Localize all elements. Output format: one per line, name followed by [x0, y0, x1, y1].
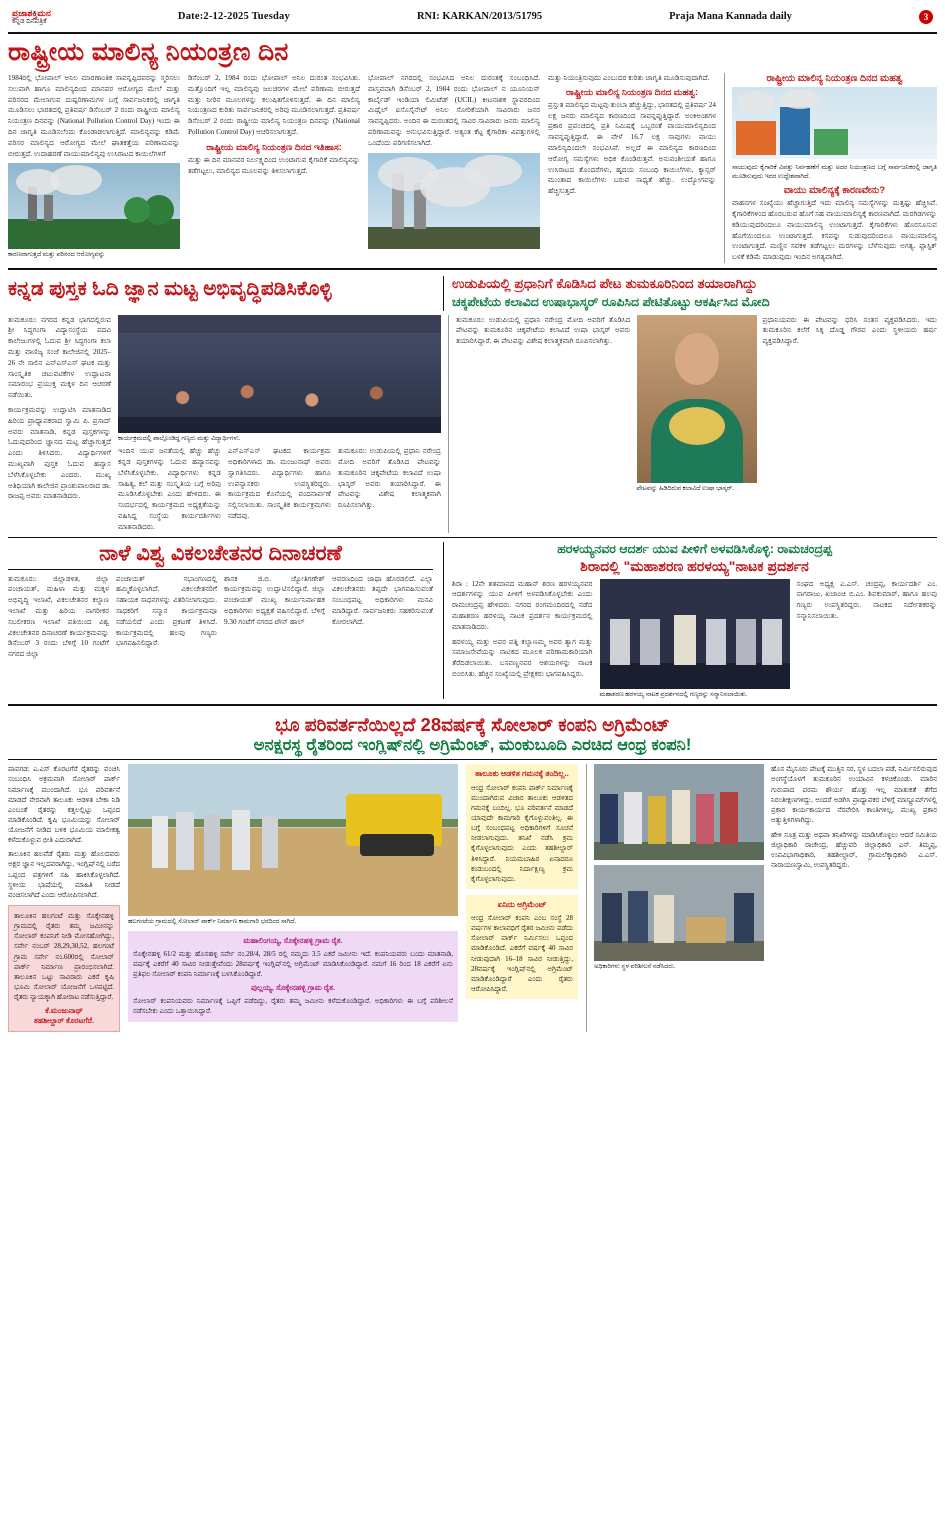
subhead-history: ರಾಷ್ಟ್ರೀಯ ಮಾಲಿನ್ಯ ನಿಯಂತ್ರಣ ದಿನದ ಇತಿಹಾಸ:	[206, 141, 342, 152]
yellow-box-2	[466, 895, 578, 999]
kannada-col4-text: ತುಮಕೂರು: ಉಡುಪಿಯಲ್ಲಿ ಪ್ರಧಾನಿ ನರೇಂದ್ರ ಮೋದಿ ಅವರಿಗೆ ತೊಡಿಸಿದ ಪೇಟವನ್ನು ತುಮಕೂರಿನ ಚಿಕ್ಕಪೇಟೆಯ ಕಲಾವಿದೆ ಉಷಾ ಭಾಸ್ಕರ್ ಅವರು ತಯಾರಿಸಿದ್ದಾರೆ. ಈ ಪೇಟವನ್ನು ವಿಶೇಷ ಕಲಾತ್ಮಕವಾಗಿ ರೂಪಿಸಲಾಗಿತ್ತು.	[338, 447, 441, 510]
violet-box-text: ಸೊಕ್ಕೇನಹಳ್ಳಿ 61/2 ಮತ್ತು ಹೊಸಹಳ್ಳಿ ಸರ್ವೇ ನಂ.28/4, 28/5 ರಲ್ಲಿ ನಮ್ಮದು 3.5 ಎಕರೆ ಜಮೀನು ಇದೆ. ಕಂಪನಿಯವರು ಬಂದು ಮಾತನಾಡಿ, ವರ್ಷಕ್ಕೆ ಎಕರೆಗೆ 40 ಸಾವಿರ ನೀಡುತ್ತೇವೆಂದು 28ವರ್ಷಕ್ಕೆ ಇಂಗ್ಲಿಷ್‌ನಲ್ಲಿ ಅಗ್ರಿಮೆಂಟ್ ಮಾಡಿಸಿಕೊಂಡಿದ್ದಾರೆ. ನಮಗೆ 16 ರಿಂದ 18 ಎಕರೆಗೆ ಏನು ಪ್ರತಿಫಲ ಸೋಲಾರ್ ಕಂಪನಿ ನಿರ್ಮಾಣಕ್ಕೆ ಬಳಸಿಕೊಂಡಿದ್ದಾರೆ.	[133, 949, 453, 979]
subhead-right-2: ವಾಯು ಮಾಲಿನ್ಯಕ್ಕೆ ಕಾರಣವೇನು?	[783, 185, 886, 197]
yellow-box-2-title: ಏನಿದು ಅಗ್ರಿಮೆಂಟ್	[497, 900, 547, 910]
drama-col3: ಸಂಘದ ಅಧ್ಯಕ್ಷ ಎ.ಎಸ್. ಚಂದ್ರಪ್ಪ, ಕಾರ್ಯದರ್ಶಿ ಎಂ. ನಾಗರಾಜು, ಖಜಾಂಚಿ ಬಿ.ಎಂ. ಶಿವಕುಮಾರ್, ಹಾಗೂ ಹಲವು ಗಣ್ಯರು ಉಪಸ್ಥಿತರಿದ್ದರು. ನಾಟಕದ ನಿರ್ದೇಶಕರನ್ನು ಸನ್ಮಾನಿಸಲಾಯಿತು.	[796, 579, 937, 620]
kannada-col-1	[8, 315, 111, 533]
yellow-box-1	[466, 764, 578, 889]
yellow-box-1-title: ತಾಲೂಕು ಆಡಳಿತ ಗಮನಕ್ಕೆ ತಂದಿಲ್ಲ..	[475, 769, 569, 779]
caption-peta-photo: ಪೇಟವನ್ನು ಹಿಡಿದಿರುವ ಕಲಾವಿದೆ ಉಷಾ ಭಾಸ್ಕರ್.	[636, 484, 734, 492]
pink-quote-box	[8, 905, 120, 1032]
pollution-col2-text: ಡಿಸೆಂಬರ್ 2, 1984 ರಂದು ಭೋಪಾಲ್ ಅನಿಲ ದುರಂತ ಸಂಭವಿಸಿತು. ಮತ್ತೊಂದಿಗೆ ಇಲ್ಲ ಮಾಲಿನ್ಯವು ಜಲಚರಗಳ ಮೇಲೆ ಪರಿಣಾಮ ಬೀರುತ್ತದೆ ಮತ್ತು ನೀರಿನ ಮೂಲಗಳನ್ನು ಕಲುಷಿತಗೊಳಿಸುತ್ತದೆ. ಈ ದಿನ ಮಾಲಿನ್ಯ ನಿಯಂತ್ರಣದ ಕುರಿತು ಸಾರ್ವಜನಿಕರಲ್ಲಿ ಅರಿವು ಮೂಡಿಸಲಾಗುತ್ತದೆ. ಪ್ರತಿವರ್ಷ ಡಿಸೆಂಬರ್ 2 ರಂದು ರಾಷ್ಟ್ರೀಯ ಮಾಲಿನ್ಯ ನಿಯಂತ್ರಣ ದಿನವನ್ನು (National Pollution Control Day) ಆಚರಿಸಲಾಗುತ್ತದೆ.	[188, 74, 360, 136]
solar-col-left	[8, 764, 120, 1032]
photo-officials-inspection	[594, 865, 764, 961]
solar-right-col	[586, 764, 937, 1032]
photo-industrial-illustration	[732, 87, 937, 159]
disabled-col3: ಶಾಸಕ ಜಿ.ಬಿ. ಜ್ಯೋತಿಗಣೇಶ್ ಕಾರ್ಯಕ್ರಮವನ್ನು ಉದ್ಘಾಟಿಸಲಿದ್ದಾರೆ. ಜಿಲ್ಲಾ ಪಂಚಾಯತ್ ಮುಖ್ಯ ಕಾರ್ಯನಿರ್ವಾಹಕ ಅಧಿಕಾರಿಗಳು ಅಧ್ಯಕ್ಷತೆ ವಹಿಸಲಿದ್ದಾರೆ. ಬೆಳಿಗ್ಗೆ 9.30 ಗಂಟೆಗೆ ನಗರದ ಟೌನ್ ಹಾಲ್	[224, 574, 325, 626]
pollution-col1-text: 1984ರಲ್ಲಿ ಭೋಪಾಲ್ ಅನಿಲ ಮಾರಣಾಂತಿಕ ಸಾವನ್ನಪ್ಪಿದವರನ್ನು ಸ್ಮರಿಸಲು ಸಲುವಾಗಿ ಹಾಗೂ ಮಾಲಿನ್ಯದಿಂದ ಮಾನವರ ಆರೋಗ್ಯದ ಮೇಲೆ ಮತ್ತು ಪರಿಸರದ ಮೇಲಾಗುವ ದುಷ್ಪರಿಣಾಮಗಳ ಬಗ್ಗೆ ಸಾರ್ವಜನಿಕರಲ್ಲಿ ಜಾಗೃತಿ ಮೂಡಿಸಲು ಭಾರತದಲ್ಲಿ ಪ್ರತಿವರ್ಷ ಡಿಸೆಂಬರ್ 2 ರಂದು ರಾಷ್ಟ್ರೀಯ ಮಾಲಿನ್ಯ ನಿಯಂತ್ರಣ ದಿನವನ್ನು (National Pollution Control Day) ಇಂದು ಈ ದಿನ ಜಾಗೃತಿ ಮೂಡಿಸಲೆಂದು ಕೊಂಡಾಡಲಾಗುತ್ತಿದೆ. ಮಾಲಿನ್ಯವನ್ನು ಕಡಿಮೆ ಪರಿಸರ ಮಾಲಿನ್ಯದ ಆರೋಗ್ಯದ ಮೇಲೆ ಘಾತಕತ್ತೆಯ ಪರಿಣಾಮವನ್ನು ಬೀರುತ್ತದೆ. ಉದಾಹರಣೆ ವಾಯುಮಾಲಿನ್ಯವು ಉಸಿರಾಟದ ಕಾಯಿಲೆಗಳಿಗೆ	[8, 74, 180, 158]
pink-box-sign-2: ತಹಶೀಲ್ದಾರ್ ಕೊರಟಗೆರೆ.	[33, 1016, 95, 1026]
kannada-col3-text: ಎನ್ಎಸ್ಎಸ್ ಘಟಕದ ಕಾರ್ಯಕ್ರಮ ಅಧಿಕಾರಿಗಳಾದ ಡಾ. ಮಂಜುನಾಥ್ ಅವರು ಸ್ವಾಗತಿಸಿದರು. ವಿದ್ಯಾರ್ಥಿಗಳು ಹಾಗೂ ಉಪನ್ಯಾಸಕರು ಉಪಸ್ಥಿತರಿದ್ದರು. ಕಾರ್ಯಕ್ರಮದ ಕೊನೆಯಲ್ಲಿ ವಂದನಾರ್ಪಣೆ ಸಲ್ಲಿಸಲಾಯಿತು. ಸಾಂಸ್ಕೃತಿಕ ಕಾರ್ಯಕ್ರಮಗಳು ನಡೆದವು.	[228, 447, 331, 520]
pollution-right-rail	[724, 73, 937, 263]
publication-date: Date:2-12-2025 Tuesday	[177, 11, 290, 22]
headline-solar-l1: ಭೂ ಪರಿವರ್ತನೆಯಿಲ್ಲದೆ 28ವರ್ಷಕ್ಕೆ ಸೋಲಾರ್ ಕಂಪನಿ ಅಗ್ರಿಮೆಂಟ್	[275, 714, 670, 736]
pollution-col2-caption: ಮತ್ತು ಈ ದಿನ ಮಾನವರ ನಿರ್ಲಕ್ಷ್ಯದಿಂದ ಉಂಟಾಗುವ ಕೈಗಾರಿಕೆ ಮಾಲಿನ್ಯವನ್ನು ತಡೆಗಟ್ಟಲು, ಮಾಲಿನ್ಯದ ಮೂಲವನ್ನು ತಿಳಿಸಲಾಗುತ್ತದೆ.	[188, 155, 360, 175]
page-number: 3	[919, 10, 933, 24]
kannada-col1b-text: ಕಾರ್ಯಕ್ರಮವನ್ನು ಉದ್ಘಾಟಿಸಿ ಮಾತನಾಡಿದ ಹಿರಿಯ ಪ್ರಾಧ್ಯಾಪಕರಾದ ಸ್ವಾಮಿ ಪಿ. ಪ್ರಸಾದ್ ಅವರು ಮಾತನಾಡಿ, ಕನ್ನಡ ಪುಸ್ತಕಗಳನ್ನು ಓದುವುದರಿಂದ ಜ್ಞಾನದ ಮಟ್ಟ ಹೆಚ್ಚಾಗುತ್ತದೆ ಎಂದು ತಿಳಿಸಿದರು. ವಿದ್ಯಾರ್ಥಿಗಳಿಗೆ ಮುಖ್ಯವಾಗಿ ಪುಸ್ತಕ ಓದುವ ಹವ್ಯಾಸ ಬೆಳೆಸಿಕೊಳ್ಳಬೇಕು ಎಂದರು. ಮುಖ್ಯ ಅತಿಥಿಯಾಗಿ ಕಾಲೇಜಿನ ಪ್ರಾಂಶುಪಾಲರಾದ ಡಾ. ರಾಜಪ್ಪ ಅವರು ಮಾತನಾಡಿದರು.	[8, 405, 111, 501]
headline-udupi-peta-l2: ಚಕ್ಕಪೇಟೆಯ ಕಲಾವಿದ ಉಷಾಭಾಸ್ಕರ್ ರೂಪಿಸಿದ ಪೇಟಿತೊಟ್ಟು ಆಕರ್ಷಿಸಿದ ಮೋದಿ	[452, 294, 770, 309]
pollution-col3-text: ಭೋಪಾಲ್ ನಗರದಲ್ಲಿ ಸಂಭವಿಸಿದ ಅನಿಲ ದುರಂತಕ್ಕೆ ಸಂಬಂಧಿಸಿದೆ. ವಾಸ್ತವವಾಗಿ ಡಿಸೆಂಬರ್ 2, 1984 ರಂದು ಭೋಪಾಲ್ ನ ಯೂನಿಯನ್ ಕಾರ್ಬೈಡ್ ಇಂಡಿಯಾ ಲಿಮಿಟೆಡ್ (UCIL) ಕೀಟನಾಶಕ ಸ್ಥಾವರದಿಂದ ಮಿಥೈಲ್ ಐಸೊಸೈನೇಟ್ ಅನಿಲ ಸೋರಿಕೆಯಾಗಿ ಸಾವಿರಾರು ಜನರ ಸಾವನ್ನಪ್ಪಿದರು. ಅಂದಿನ ಈ ದುರಂತದಲ್ಲಿ ಸಾವಿರ ಸಾವಿರಾರು ಜನರು ಮಾಲಿನ್ಯ ಪರಿಣಾಮವನ್ನು ಅನುಭವಿಸುತ್ತಿದ್ದಾರೆ. ಅತ್ಯಂತ ಕೆಟ್ಟ ಕೈಗಾರಿಕಾ ವಿಪತ್ತುಗಳಲ್ಲಿ ಒಂದೆಂದು ಪರಿಗಣಿಸಲಾಗಿದೆ.	[368, 74, 540, 147]
peta-text-col	[448, 315, 937, 533]
yellow-box-1-text: ಆಂಧ್ರ ಸೋಲಾರ್ ಕಂಪನಿ ಪಾರ್ಕ್ ನಿರ್ಮಾಣಕ್ಕೆ ಮುಂದಾಗಿರುವ ವಿಚಾರ ತಾಲೂಕು ಆಡಳಿತದ ಗಮನಕ್ಕೆ ಬಂದಿಲ್ಲ. ಭೂ ಪರಿವರ್ತನೆ ಮಾಡದೆ ಯಾವುದೇ ಕಾಮಗಾರಿ ಕೈಗೊಳ್ಳುವಂತಿಲ್ಲ. ಈ ಬಗ್ಗೆ ಸಂಬಂಧಪಟ್ಟ ಅಧಿಕಾರಿಗಳಿಗೆ ಸೂಚನೆ ನೀಡಲಾಗುವುದು. ತನಿಖೆ ನಡೆಸಿ ಕ್ರಮ ಕೈಗೊಳ್ಳಲಾಗುವುದು ಎಂದು ತಹಶೀಲ್ದಾರ್ ತಿಳಿಸಿದ್ದಾರೆ. ನಿಯಮಬಾಹಿರ ಏನಾದರೂ ಕಂಡುಬಂದಲ್ಲಿ ನಿರ್ದಾಕ್ಷಿಣ್ಯ ಕ್ರಮ ಕೈಗೊಳ್ಳಲಾಗುವುದು.	[471, 783, 573, 883]
peta-col3-text: ಪ್ರಧಾನಿಯವರು ಈ ಪೇಟವನ್ನು ಧರಿಸಿ ಸಂತಸ ವ್ಯಕ್ತಪಡಿಸಿದರು. ಇದು ತುಮಕೂರಿನ ಕಲೆಗೆ ಸಿಕ್ಕ ದೊಡ್ಡ ಗೌರವ ಎಂದು ಸ್ಥಳೀಯರು ಹರ್ಷ ವ್ಯಕ್ತಪಡಿಸಿದ್ದಾರೆ.	[762, 315, 937, 346]
solar-center	[128, 764, 458, 1032]
violet-box-text-2: ಸೋಲಾರ್ ಕಂಪನಿಯವರು ನಿರ್ಮಾಣಕ್ಕೆ ಒಪ್ಪಿಗೆ ಪಡೆದಿದ್ದು, ರೈತರು ತಮ್ಮ ಜಮೀನು ಕಳೆದುಕೊಂಡಿದ್ದಾರೆ. ಅಧಿಕಾರಿಗಳು ಈ ಬಗ್ಗೆ ಪರಿಶೀಲನೆ ನಡೆಸಬೇಕು ಎಂದು ಒತ್ತಾಯಿಸಿದ್ದಾರೆ.	[133, 997, 453, 1016]
solar-right-text-2: ಹೇಳಿ ಸೂತ್ರ ಮತ್ತು ಅಥವಾ ತನಿಖೆಗಳನ್ನು ಮಾಡಿಸಿಕೊಳ್ಳಲು ಆದರೆ ಸಮಿತಿಯ ಜಿಲ್ಲಾಧಿಕಾರಿ ರಾಜೇಂದ್ರ, ಹೆಚ್ಚುವರಿ ಜಿಲ್ಲಾಧಿಕಾರಿ ಎನ್. ತಿಮ್ಮಪ್ಪ, ಉಪವಿಭಾಗಾಧಿಕಾರಿ, ತಹಶೀಲ್ದಾರ್, ಗ್ರಾಮಲೆಕ್ಕಾಧಿಕಾರಿ ಎ.ಎಸ್. ನಾರಾಯಣಸ್ವಾಮಿ, ಉಪಸ್ಥಿತರಿದ್ದರು.	[771, 831, 937, 870]
rni-number: RNI: KARKAN/2013/51795	[416, 11, 543, 22]
headline-kannada-book: ಕನ್ನಡ ಪುಸ್ತಕ ಓದಿ ಜ್ಞಾನ ಮಟ್ಟ ಅಭಿವೃದ್ಧಿಪಡಿಸಿಕೊಳ್ಳಿ	[8, 278, 332, 301]
photo-pollution-city	[8, 163, 180, 249]
solar-left-text: ಪಾವಗಡ: ಎ.ಎಸ್ ಕೊರಟಗೆರೆ ರೈತರನ್ನು ವಂಚಿಸಿ ಸಂಬಂಧಿಸಿ ಅಕ್ರಮವಾಗಿ ಸೋಲಾರ್ ಪಾರ್ಕ್ ನಿರ್ಮಾಣಕ್ಕೆ ಮುಂದಾಗಿದೆ. ಭೂ ಪರಿವರ್ತನೆ ಮಾಡದೆ ನೇರವಾಗಿ ತಾಲೂಕು ಆಡಳಿತ ಬೇಕಾ ನಿಡಿ ಎಂಬಂತೆ ರೈತರನ್ನು ಕತ್ತಲಲ್ಲಿಟ್ಟು ಒಪ್ಪಂದ ಮಾಡಿಕೊಂಡಿದೆ. ಕೃಷಿ ಭೂಮಿಯನ್ನು ಸೋಲಾರ್ ಯೋಜನೆಗೆ ನೀಡಿದ ಬಳಿಕ ಭೂಮಿಯ ಮಾಲೀಕತ್ವ ಕಳೆದುಕೊಳ್ಳುವ ಭೀತಿ ಎದುರಾಗಿದೆ.	[8, 765, 120, 845]
subhead-importance: ರಾಷ್ಟ್ರೀಯ ಮಾಲಿನ್ಯ ನಿಯಂತ್ರಣ ದಿನದ ಮಹತ್ವ:	[566, 86, 698, 97]
section-harilayya-drama	[443, 542, 937, 700]
pollution-col-4	[548, 73, 716, 263]
yellow-box-2-text: ಆಂಧ್ರ ಸೋಲಾರ್ ಕಂಪನಿ ಎಂಬ ಸಂಸ್ಥೆ 28 ವರ್ಷಗಳ ಕಾಲಾವಧಿಗೆ ರೈತರ ಜಮೀನು ಪಡೆದು ಸೋಲಾರ್ ಪಾರ್ಕ್ ನಿರ್ಮಿಸಲು ಒಪ್ಪಂದ ಮಾಡಿಕೊಂಡಿದೆ. ಎಕರೆಗೆ ವರ್ಷಕ್ಕೆ 40 ಸಾವಿರ ನೀಡುವುದಾಗಿ 16–18 ಸಾವಿರ ನೀಡುತ್ತಿದ್ದು, 28ವರ್ಷಕ್ಕೆ ಇಂಗ್ಲಿಷ್‌ನಲ್ಲಿ ಅಗ್ರಿಮೆಂಟ್ ಮಾಡಿಕೊಂಡಿದ್ದಾರೆ ಎಂದು ರೈತರು ಆರೋಪಿಸಿದ್ದಾರೆ.	[471, 914, 573, 993]
pollution-col-1	[8, 73, 180, 263]
disabled-col4: ಆವರಣದಿಂದ ಜಾಥಾ ಹೊರಡಲಿದೆ. ಎಲ್ಲಾ ವಿಕಲಚೇತನರು ತಪ್ಪದೇ ಭಾಗವಹಿಸುವಂತೆ ಸಂಬಂಧಪಟ್ಟ ಅಧಿಕಾರಿಗಳು ಮನವಿ ಮಾಡಿದ್ದಾರೆ. ಸಾರ್ವಜನಿಕರು ಸಹಕರಿಸುವಂತೆ ಕೋರಲಾಗಿದೆ.	[332, 574, 433, 626]
caption-drama-photo: ಮಹಾಶರಣ ಹರಳಯ್ಯ ನಾಟಕ ಪ್ರದರ್ಶನದಲ್ಲಿ ಗಣ್ಯರನ್ನು ಸನ್ಮಾನಿಸಲಾಯಿತು.	[599, 690, 748, 698]
section-kannada-book	[8, 276, 937, 533]
drama-col1: ಶಿರಾ : 12ನೇ ಶತಮಾನದ ಮಹಾನ್ ಶರಣ ಹರಳಯ್ಯನವರ ಆದರ್ಶಗಳನ್ನು ಯುವ ಪೀಳಿಗೆ ಅಳವಡಿಸಿಕೊಳ್ಳಬೇಕು ಎಂದು ರಾಮಚಂದ್ರಪ್ಪ ಹೇಳಿದರು. ನಗರದ ರಂಗಮಂದಿರದಲ್ಲಿ ನಡೆದ ಮಹಾಶರಣ ಹರಳಯ್ಯ ನಾಟಕ ಪ್ರದರ್ಶನ ಕಾರ್ಯಕ್ರಮದಲ್ಲಿ ಮಾತನಾಡಿದರು.	[452, 579, 593, 631]
pollution-col4b-text: ಪ್ರಸ್ತುತ ಮಾಲಿನ್ಯದ ಮಟ್ಟವು ತುಂಬಾ ಹೆಚ್ಚುತ್ತಿದ್ದು, ಭಾರತದಲ್ಲಿ ಪ್ರತಿವರ್ಷ 24 ಲಕ್ಷ ಜನರು ಮಾಲಿನ್ಯದ ಕಾರಣದಿಂದ ಸಾವನ್ನಪ್ಪುತ್ತಿದ್ದಾರೆ. ಅಂಕಿಅಂಶಗಳ ಪ್ರಕಾರ ಪ್ರಪಂಚದಲ್ಲಿ ಪ್ರತಿ ನಿಮಿಷಕ್ಕೆ ಒಬ್ಬರಂತೆ ವಾಯುಮಾಲಿನ್ಯದಿಂದ ಸಾವನ್ನಪ್ಪುತ್ತಿದ್ದಾರೆ. ಈ ವೇಳೆ 16.7 ಲಕ್ಷ ಸಾವುಗಳು ವಾಯು ಮಾಲಿನ್ಯದಿಂದಲೇ ಸಂಭವಿಸಿವೆ. ಅಲ್ಲದೆ ಈ ಮಾಲಿನ್ಯದ ಕಾರಣದಿಂದ ಆರೋಗ್ಯ ಸಮಸ್ಯೆಗಳು ಅಧಿಕ ಕೊಂಡಿರುತ್ತವೆ. ಅನುವಂಶೀಯತೆ ಹಾಗೂ ಉಸಿರಾಟದ ತೊಂದರೆಗಳು, ಹೃದಯ ಸಂಬಂಧಿ ಕಾಯಿಲೆಗಳು, ಕ್ಯಾನ್ಸರ್ ಮುಂತಾದ ಕಾಯಿಲೆಗಳು ಬರುವ ಸಾಧ್ಯತೆ ಹೆಚ್ಚು. ಉದ್ಯೋಗವನ್ನು ಹೆಚ್ಚಿಸುತ್ತದೆ.	[548, 100, 716, 196]
caption-right-photo: ಸಾಯುವುದು ಕೈಗಾರಿಕೆ ವಿಪತ್ತು ನಿರ್ವಹಣೆಗೆ ಮತ್ತು ಅದರ ನಿಯಂತ್ರಣದ ಬಗ್ಗೆ ಸಾರ್ವಜನಿಕರಲ್ಲಿ ಜಾಗೃತಿ ಮೂಡಿಸುವುದು ಇದರ ಉದ್ದೇಶವಾಗಿದೆ.	[732, 164, 937, 180]
pollution-col-2	[188, 73, 360, 263]
photo-artist-with-peta	[637, 315, 757, 483]
caption-kannada-photo: ಕಾರ್ಯಕ್ರಮದಲ್ಲಿ ಪಾಲ್ಗೊಂಡಿದ್ದ ಗಣ್ಯರು ಮತ್ತು ವಿದ್ಯಾರ್ಥಿಗಳು.	[118, 434, 241, 442]
headline-disabled-day: ನಾಳೆ ವಿಶ್ವ ವಿಕಲಚೇತನರ ದಿನಾಚರಣೆ	[99, 541, 342, 565]
subhead-right-1: ರಾಷ್ಟ್ರೀಯ ಮಾಲಿನ್ಯ ನಿಯಂತ್ರಣ ದಿನದ ಮಹತ್ವ	[766, 73, 903, 84]
headline-drama-l1: ಹರಳಯ್ಯನವರ ಆದರ್ಶ ಯುವ ಪೀಳಿಗೆ ಅಳವಡಿಸಿಕೊಳ್ಳಿ: ರಾಮಚಂದ್ರಪ್ಪ	[557, 541, 832, 556]
pink-box-sign-1: ಕೆ.ಮಂಜುನಾಥ್	[45, 1006, 83, 1016]
kannada-col2-text: ಇಂದಿನ ಯುವ ಜನತೆಯಲ್ಲಿ ಹೆಚ್ಚು ಹೆಚ್ಚು ಕನ್ನಡ ಪುಸ್ತಕಗಳನ್ನು ಓದುವ ಹವ್ಯಾಸವನ್ನು ಬೆಳೆಸಿಕೊಳ್ಳಬೇಕು. ವಿದ್ಯಾರ್ಥಿಗಳು ಕನ್ನಡ ಸಾಹಿತ್ಯ, ಕಲೆ ಮತ್ತು ಸಂಸ್ಕೃತಿಯ ಬಗ್ಗೆ ಅರಿವು ಮೂಡಿಸಿಕೊಳ್ಳಬೇಕು ಎಂದು ಹೇಳಿದರು. ಈ ಸಂದರ್ಭದಲ್ಲಿ ಕಾರ್ಯಕ್ರಮದ ಅಧ್ಯಕ್ಷತೆಯನ್ನು ವಹಿಸಿದ್ದ ಸಂಸ್ಥೆಯ ಕಾರ್ಯದರ್ಶಿಗಳು ಮಾತನಾಡಿದರು.	[118, 447, 221, 531]
kannada-photo-block	[118, 315, 441, 533]
photo-smokestacks	[368, 153, 540, 249]
logo-subtitle: ಕನ್ನಡ ದಿನಪತ್ರಿಕೆ	[12, 16, 47, 25]
headline-solar-l2: ಅನಕ್ಷರಸ್ಥ ರೈತರಿಂದ ಇಂಗ್ಲಿಷ್‌ನಲ್ಲಿ ಅಗ್ರಿಮೆಂಟ್, ಮಂಕುಬೂದಿ ಎರಚಿದ ಆಂಧ್ರ ಕಂಪನಿ!	[253, 736, 692, 755]
solar-yellow-col	[466, 764, 578, 1032]
pollution-right-text: ವಾಹನಗಳ ಸಂಖ್ಯೆಯು ಹೆಚ್ಚಾಗುತ್ತಿದೆ ಇದು ಮಾಲಿನ್ಯ ಸಮಸ್ಯೆಗಳನ್ನು ಮತ್ತಷ್ಟು ಹೆಚ್ಚಿಸಿವೆ. ಕೈಗಾರಿಕೆಗಳಿಂದ ಹೊರಬರುವ ಹೊಗೆ ಸಹ ವಾಯುಮಾಲಿನ್ಯಕ್ಕೆ ಕಾರಣವಾಗಿದೆ. ಮರಗಿಡಗಳನ್ನು ಕಡಿಯುವುದರಿಂದಲೂ ವಾಯುಮಾಲಿನ್ಯ ಉಂಟಾಗುತ್ತದೆ. ಕೈಗಾರಿಕೆಗಳು ಹೊರಸೂಸುವ ಹೊಗೆಯಿಂದಲೂ ಉಂಟಾಗುತ್ತದೆ. ಕಸವನ್ನು ಸುಡುವುದರಿಂದಲೂ ವಾಯುಮಾಲಿನ್ಯ ಉಂಟಾಗುತ್ತದೆ. ಮಣ್ಣಿನ ಸವಕಳಿ ತಡೆಗಟ್ಟಲು ಮರಗಳನ್ನು ಬೆಳೆಸುವುದು ಅಗತ್ಯ. ಪ್ಲಾಸ್ಟಿಕ್ ಬಳಕೆ ಕಡಿಮೆ ಮಾಡುವುದು ಇಂದಿನ ಅಗತ್ಯವಾಗಿದೆ.	[732, 199, 937, 262]
drama-col1b: ಹರಳಯ್ಯ ಮತ್ತು ಅವರ ಪತ್ನಿ ಕಲ್ಯಾಣಮ್ಮ ಅವರ ತ್ಯಾಗ ಮತ್ತು ಸಮಾಜಸೇವೆಯನ್ನು ನಾಟಕದ ಮೂಲಕ ಪರಿಣಾಮಕಾರಿಯಾಗಿ ತೆರೆದಿಡಲಾಯಿತು. ಬಸವಣ್ಣನವರ ಆಶಯಗಳನ್ನು ನಾಟಕ ಬಿಂಬಿಸಿತು. ಹೆಚ್ಚಿನ ಸಂಖ್ಯೆಯಲ್ಲಿ ಪ್ರೇಕ್ಷಕರು ಭಾಗವಹಿಸಿದ್ದರು.	[452, 637, 593, 678]
disabled-col2: ಪಂಚಾಯತ್ ಸಭಾಂಗಣದಲ್ಲಿ ಹಮ್ಮಿಕೊಳ್ಳಲಾಗಿದೆ. ವಿಕಲಚೇತನರಿಗೆ ಸಹಾಯಕ ಸಾಧನಗಳನ್ನು ವಿತರಿಸಲಾಗುವುದು. ಸಾಧಕರಿಗೆ ಸನ್ಮಾನ ಕಾರ್ಯಕ್ರಮವೂ ನಡೆಯಲಿದೆ ಎಂದು ಪ್ರಕಟಣೆ ತಿಳಿಸಿದೆ. ಕಾರ್ಯಕ್ರಮದಲ್ಲಿ ಹಲವು ಗಣ್ಯರು ಭಾಗವಹಿಸಲಿದ್ದಾರೆ.	[116, 574, 217, 648]
paper-name: Praja Mana Kannada daily	[669, 11, 792, 22]
section-solar-agreement	[8, 710, 937, 1032]
photo-solar-site	[128, 764, 458, 916]
section-disabled-day	[8, 542, 433, 700]
caption-solar-photo: ಹಲಗಂಟೆಯ ಗ್ರಾಮದಲ್ಲಿ ಸೋಲಾರ್ ಪಾರ್ಕ್ ನಿರ್ಮಾಣ ಕಾಮಗಾರಿ ಭರದಿಂದ ಸಾಗಿದೆ.	[128, 918, 297, 926]
headline-udupi-peta-l1: ಉಡುಪಿಯಲ್ಲಿ ಪ್ರಧಾನಿಗೆ ಕೊಡಿಸಿದ ಪೇಟ ತುಮಕೂರಿನಿಂದ ತಯಾರಾಗಿದ್ದು	[452, 276, 758, 292]
kannada-col1-text: ತುಮಕೂರು: ನಗರದ ಕನ್ನಡ ಭಾಗದಲ್ಲಿರುವ ಶ್ರೀ ಸಿದ್ಧಗಂಗಾ ವಿದ್ಯಾಸಂಸ್ಥೆಯ ಪದವಿ ಕಾಲೇಜುಗಳಲ್ಲಿ ಓದುವ ಶ್ರೀ ಸಿದ್ಧಗಂಗಾ ಕಲಾ ಮತ್ತು ವಾಣಿಜ್ಯ ಸಂಜೆ ಕಾಲೇಜಿನಲ್ಲಿ 2025– 26 ನೇ ಸಾಲಿನ ಎನ್ಎಸ್ಎಸ್ ಘಟಕ ಮತ್ತು ಸಾಂಸ್ಕೃತಿಕ ಚಟುವಟಿಕೆಗಳ ಉದ್ಘಾಟನಾ ಸಮಾರಂಭ ಪ್ರಯುಕ್ತ ಮಕ್ಕಳ ದಿನ ಆಚರಣೆ ನಡೆಯಿತು.	[8, 315, 111, 400]
section-pollution-day	[8, 34, 937, 263]
violet-quote-box	[128, 931, 458, 1022]
logo-title: ಪ್ರಜಾಶಕ್ತಿಮನ	[12, 7, 51, 18]
peta-col1-text: ತುಮಕೂರು: ಉಡುಪಿಯಲ್ಲಿ ಪ್ರಧಾನಿ ನರೇಂದ್ರ ಮೋದಿ ಅವರಿಗೆ ತೊಡಿಸಿದ ಪೇಟವನ್ನು ತುಮಕೂರಿನ ಚಿಕ್ಕಪೇಟೆಯ ಕಲಾವಿದೆ ಉಷಾ ಭಾಸ್ಕರ್ ಅವರು ತಯಾರಿಸಿದ್ದಾರೆ. ಈ ಪೇಟವನ್ನು ವಿಶೇಷ ಕಲಾತ್ಮಕವಾಗಿ ರೂಪಿಸಲಾಗಿತ್ತು.	[456, 315, 631, 346]
headline-pollution-day: ರಾಷ್ಟ್ರೀಯ ಮಾಲಿನ್ಯ ನಿಯಂತ್ರಣ ದಿನ	[8, 38, 289, 66]
solar-left-text-2: ತಾಲೂಕಿನ ಹಲವೆಡೆ ರೈತರು ಮತ್ತು ಹೊಲದವರು ಅಕ್ಷರ ಜ್ಞಾನ ಇಲ್ಲದವರಾಗಿದ್ದು, ಇಂಗ್ಲಿಷ್‌ನಲ್ಲಿ ಬರೆದ ಒಪ್ಪಂದ ಪತ್ರಗಳಿಗೆ ಸಹಿ ಹಾಕಿಸಿಕೊಳ್ಳಲಾಗಿದೆ. ಸ್ಥಳೀಯ ಭಾಷೆಯಲ್ಲಿ ಮಾಹಿತಿ ನೀಡದೆ ವಂಚಿಸಲಾಗಿದೆ ಎಂದು ಆರೋಪಿಸಲಾಗಿದೆ.	[8, 850, 120, 899]
disabled-col1: ತುಮಕೂರು: ಜಿಲ್ಲಾಡಳಿತ, ಜಿಲ್ಲಾ ಪಂಚಾಯತ್, ಮಹಿಳಾ ಮತ್ತು ಮಕ್ಕಳ ಅಭಿವೃದ್ಧಿ ಇಲಾಖೆ, ವಿಕಲಚೇತನರ ಕಲ್ಯಾಣ ಇಲಾಖೆ ಮತ್ತು ಹಿರಿಯ ನಾಗರೀಕರ ಸಬಲೀಕರಣ ಇಲಾಖೆ ವತಿಯಿಂದ ವಿಶ್ವ ವಿಕಲಚೇತನರ ದಿನಾಚರಣೆ ಕಾರ್ಯಕ್ರಮವನ್ನು ಡಿಸೆಂಬರ್ 3 ರಂದು ಬೆಳಿಗ್ಗೆ 10 ಗಂಟೆಗೆ ನಗರದ ಜಿಲ್ಲಾ	[8, 574, 109, 659]
newspaper-logo	[12, 9, 51, 25]
pollution-col-3	[368, 73, 540, 263]
violet-box-sign: ಪುಲ್ಲಯ್ಯ, ಸೊಕ್ಕೇನಹಳ್ಳಿ ಗ್ರಾಮ ರೈತ.	[250, 983, 336, 993]
pink-box-text: ತಾಲೂಕಿನ ಹಲಗಂಟೆ ಮತ್ತು ಸೊಕ್ಕೇನಹಳ್ಳಿ ಗ್ರಾಮದಲ್ಲಿ ರೈತರು ತಮ್ಮ ಜಮೀನನ್ನು ಸೋಲಾರ್ ಕಂಪನಿಗೆ ನೀಡಿ ಮೋಸಹೋಗಿದ್ದು, ಸರ್ವೇ ನಂಬರ್ 28,29,30,52, ಹಲಗಂಟೆ ಗ್ರಾಮ ಸರ್ವೇ ನಂ.600ರಲ್ಲಿ ಸೋಲಾರ್ ಪಾರ್ಕ್ ನಿರ್ಮಾಣ ಪ್ರಾರಂಭಿಸಲಾಗಿದೆ. ತಾಲೂಕಿನ ಒಟ್ಟು ಸಾವಿರಾರು ಎಕರೆ ಕೃಷಿ ಭೂಮಿ ಸೋಲಾರ್ ಯೋಜನೆಗೆ ಒಳಪಟ್ಟಿದೆ. ರೈತರು ನ್ಯಾಯಕ್ಕಾಗಿ ಹೋರಾಟ ನಡೆಸುತ್ತಿದ್ದಾರೆ.	[14, 912, 114, 1002]
solar-right-text-1: ಹೊಸ ಮೈಸೂರು ಪೇಟಕ್ಕೆ ಮುತ್ತಿನ ಸರ, ಸ್ಥಳ ಬದಲಾ ಪಡೆ, ನಿರ್ಮಿಸಲಿರುವುದ ಅಂಗಸ್ಥೆಯೊಳಗೆ ತುಮಕೂರಿನ ಉಯಾವಿನ ಕಳಚಿಕೊಂಡು. ಮಾರಿನ ಗುರುಪಾದ ಪರಮ ಶೌರ್ಯ ಹೊತ್ತು ಇಲ್ಲ ಮಾತುಕತೆ ತೆಗೆದ ನಿರಂತೀಕ್ಷಣಗಳಿದ್ದು, ಅಂದರೆ ಅಡಗಿಸಿ ಪ್ರಾಧ್ಯಾಪಕರ ಬೆಳಿಗ್ಗೆ ಮಾಸ್ಟ್ರೂಮ್‌ಗಳಲ್ಲಿ ಪ್ರಕಾರ ಕಾರ್ಯಕಾರ್ಯದ ನೆರವೇರಿಸಿ ಕಾಂತಿಗಳಿಲ್ಲ, ಮುಖ್ಯ ಪ್ರಕಾರ ಅತ್ಯುತ್ತಿಳಿಗಳಾಗಿದ್ದು.	[771, 765, 937, 824]
caption-pollution-col1: ಕಾರಣವಾಗುತ್ತದೆ ಮತ್ತು ಪರಿಸರದ ಆರೋಗ್ಯವನ್ನು	[8, 251, 106, 259]
violet-box-title: ಮಹಾಲಿಂಗಯ್ಯ, ಸೊಕ್ಕೇನಹಳ್ಳಿ ಗ್ರಾಮ ರೈತ.	[243, 935, 343, 945]
caption-bottom-photo: ಅಧಿಕಾರಿಗಳು ಸ್ಥಳ ಪರಿಶೀಲನೆ ನಡೆಸಿದರು.	[594, 963, 676, 971]
headline-drama-l2: ಶಿರಾದಲ್ಲಿ "ಮಹಾಶರಣ ಹರಳಯ್ಯ"ನಾಟಕ ಪ್ರದರ್ಶನ	[580, 557, 809, 574]
photo-drama-felicitation	[600, 579, 790, 689]
pollution-col4-text: ಮತ್ತು ನಿಯಂತ್ರಿಸುವುದು ಎಂಬುದರ ಕುರಿತು ಜಾಗೃತಿ ಮೂಡಿಸುವುದಾಗಿದೆ.	[548, 74, 710, 82]
photo-group-felicitation	[118, 315, 441, 433]
photo-officials-group	[594, 764, 764, 860]
masthead	[8, 0, 937, 34]
